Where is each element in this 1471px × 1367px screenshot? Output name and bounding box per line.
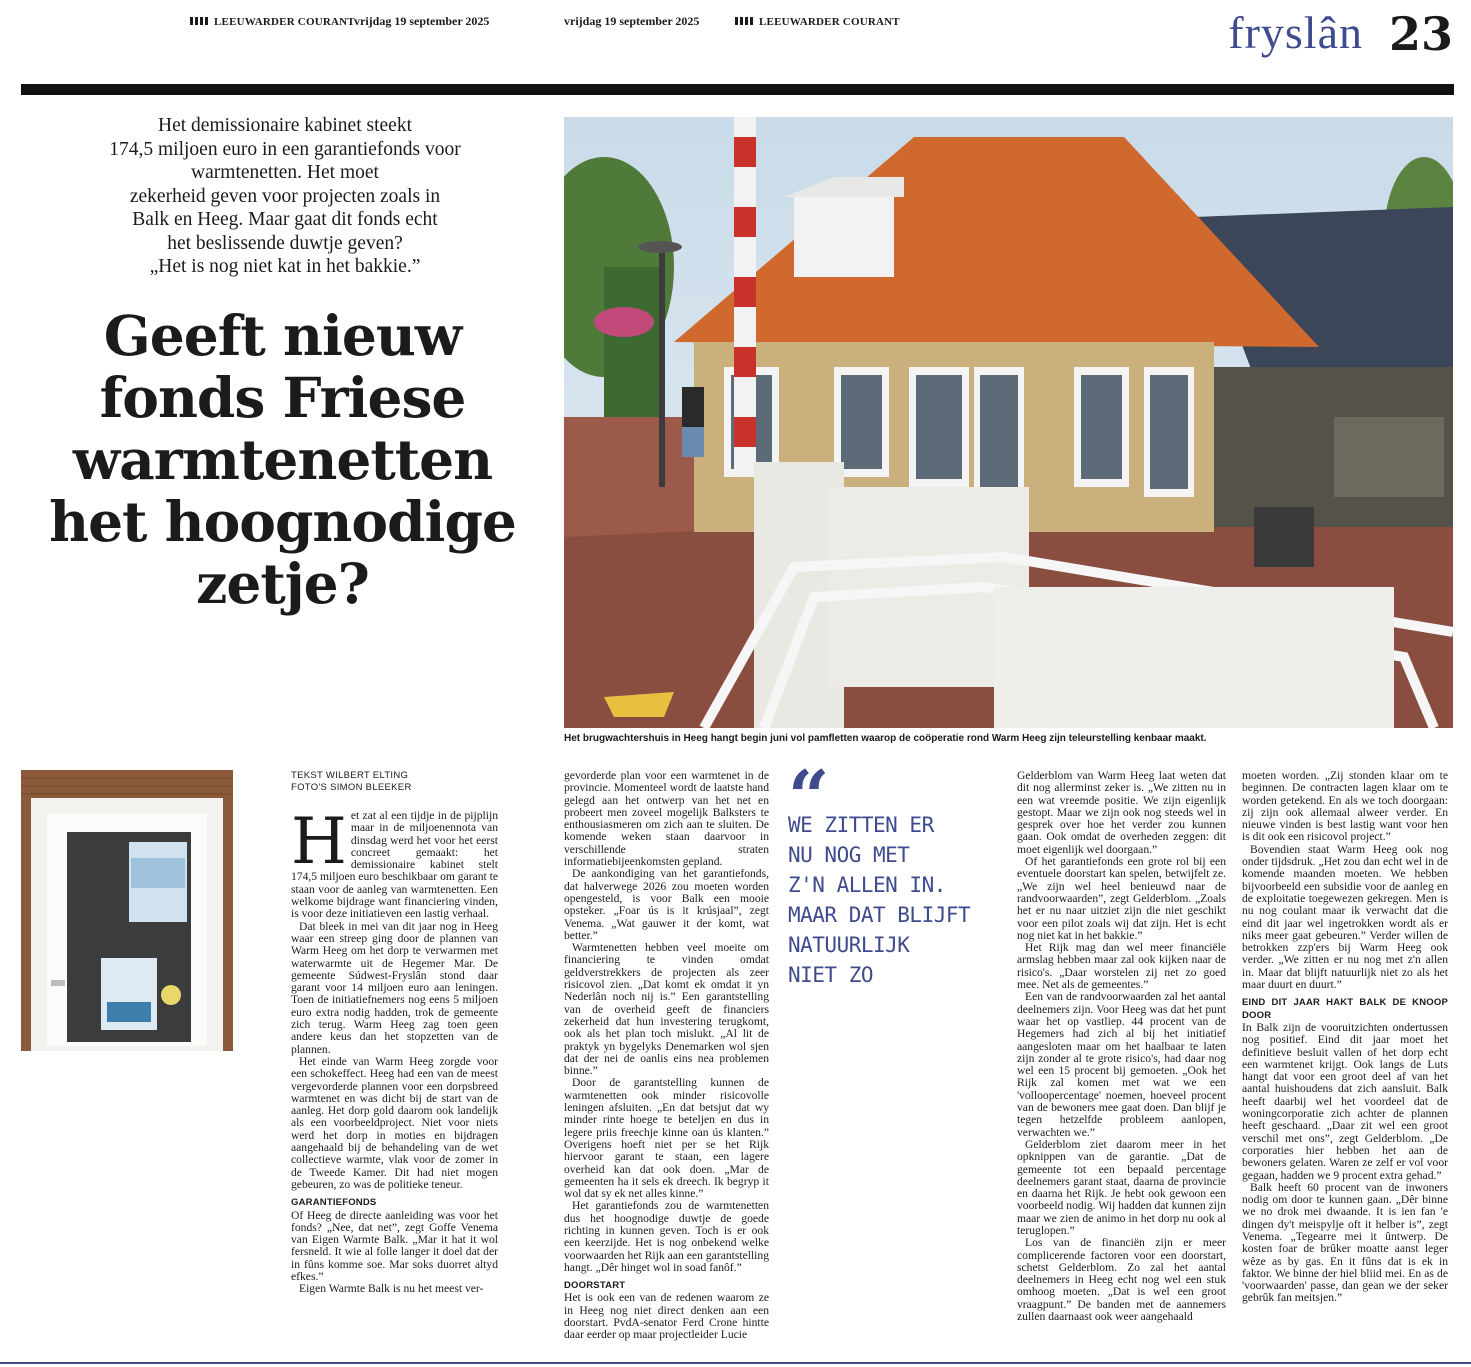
paper-name: LEEUWARDER COURANT [214, 16, 355, 28]
logo-bars-icon [735, 17, 755, 25]
paragraph: et zat al een tijdje in de pijplijn maar in de miljoenennota van dinsdag werd het voor het eerst concreet gemaakt: het demissionaire kabinet stelt 174,5 miljoen euro beschikbaar om garant te staan voor de aanleg van warmtenetten. Een welkome bijdrage want financiering vinden, is voor deze initiatieven een lastig verhaal. [291, 809, 499, 921]
paragraph: De aankondiging van het garantiefonds, dat halverwege 2026 zou moeten worden opengesteld, is voor Balk een mooie opsteker. „Foar ús is it krúsjaal”, zegt Venema. „Wat gauwer it der komt, wat better.” [564, 867, 769, 942]
quote-line: NU NOG MET [788, 843, 910, 867]
quote-text [788, 810, 988, 990]
article-column-4 [1242, 770, 1448, 1305]
subheading: GARANTIEFONDS [291, 1197, 377, 1209]
headline-line: warmtenetten [72, 427, 493, 492]
paragraph: Een van de randvoorwaarden zal het aantal deelnemers zijn. Voor Heeg was dat het punt waar het op vastliep. 44 procent van de Hegemers had zich al bij het initiatief aangesloten maar om het haalbaar te laten zijn zonder al te grote risico's, had daar nog wel een 15 procent bij gemoeten. „Ook het Rijk zal komen met wat we een 'volloopercentage' noemen, hoeveel procent van de bewoners mee gaat doen. Dan blijf je tegen hetzelfde probleem aanlopen, verwachten we.” [1017, 990, 1226, 1139]
quote-line: Z'N ALLEN IN. [788, 873, 946, 897]
credits [291, 770, 498, 794]
paragraph: Dat bleek in mei van dit jaar nog in Heeg waar een streep ging door de plannen van Warm Heeg om het dorp te verwarmen met waterwarmte uit de Hegemer Mar. De gemeente Súdwest-Fryslân stond daar garant voor 14 miljoen euro aan leningen. Toen de initiatiefnemers nog eens 5 miljoen euro extra nodig hadden, trok de gemeente zich terug. Warm Heeg zag toen geen andere keus dan het stopzetten van de plannen. [291, 919, 498, 1056]
headline-line: zetje? [196, 551, 369, 616]
paragraph: Het is ook een van de redenen waarom ze in Heeg nog niet direct denken aan een doorstart. PvdA-senator Ferd Crone hintte daar eerder op maar projectleider Lucie [564, 1291, 769, 1342]
intro-line: warmtenetten. Het moet [191, 162, 379, 183]
section-title: fryslân [1228, 7, 1363, 58]
paragraph: Balk heeft 60 procent van de inwoners nodig om door te kunnen gaan. „Dêr binne we no drok mei dwaande. It is ien fan 'e dingen dy't meispylje oft it helber is”, zegt Venema. „Tegearre mei it ûntwerp. De kosten foar de brûker moatte aanst leger wêze as by gas. En it fûns dat is ek in faktor. We binne der hiel bliid mei. En as de 'voorwaarden' passe, dan gean we der seker gebrûk fan meitsjen.” [1242, 1180, 1448, 1305]
headline-line: fonds Friese [99, 365, 466, 430]
paragraph: Gelderblom van Warm Heeg laat weten dat dit nog allerminst zeker is. „We zitten nu in een wat vreemde positie. We zijn eigenlijk gestopt. Maar we zijn ook nog steeds wel in gesprek over hoe het verder zou kunnen gaan. Ook omdat de overheden zeggen: dit moet eigenlijk wel doorgaan.” [1017, 769, 1226, 856]
headline-line: het hoognodige [49, 489, 516, 554]
paragraph: Bovendien staat Warm Heeg ook nog onder tijdsdruk. „Het zou dan echt wel in de komende maanden moeten. We hebben bijvoorbeeld een subsidie voor de aanleg en de exploitatie toegewezen gekregen. Men is nu nog coulant maar ik verwacht dat die eind dit jaar wel ingetrokken wordt als er niks meer gaat gebeuren.” Verder willen de betrokken zzp'ers bij Warm Heeg ook verder. „We zitten er nu nog met z'n allen in. Maar dat blijft natuurlijk niet zo als het maar duurt en duurt.” [1242, 842, 1448, 992]
intro-line: het beslissende duwtje geven? [167, 232, 403, 254]
bottom-rule [0, 1362, 1471, 1364]
paragraph: Los van de financiën zijn er meer complicerende factoren voor een doorstart, schetst Gelderblom. Zo zal het aantal deelnemers in Heeg echt nog wel een stuk omhoog moeten. „Dat is wel een groot vraagpunt.” De banden met de aannemers zullen daarnaast ook weer aangehaald [1017, 1236, 1226, 1324]
paragraph: In Balk zijn de vooruitzichten ondertussen nog positief. Eind dit jaar moet het definitieve besluit vallen of het dorp echt een warmtenet krijgt. Ook langs de Luts hangt dat voor een groot deel af van het aantal huishoudens dat zich aansluit. Balk heeft daarbij wel het voordeel dat de woningcorporatie zich achter de plannen heeft geschaard. „Daar zit wel een groot verschil met ons”, zegt Gelderblom. „De corporaties hier hebben het aan de bewoners gelaten. Waren ze zelf er vol voor gegaan, hadden we 9 procent extra gehad.” [1242, 1020, 1448, 1182]
drop-cap: H [291, 805, 347, 879]
header-date-left: vrijdag 19 september 2025 [354, 14, 490, 28]
header-rule [21, 84, 1454, 95]
masthead-left [190, 14, 355, 29]
logo-bars-icon [190, 17, 210, 25]
bridge-house-illustration [564, 117, 1453, 728]
subheading: EIND DIT JAAR HAKT BALK DE KNOOP DOOR [1242, 997, 1448, 1021]
pull-quote [788, 754, 988, 990]
page-number: 23 [1388, 7, 1453, 61]
paper-name: LEEUWARDER COURANT [759, 16, 900, 28]
paragraph: Of Heeg de directe aanleiding was voor het fonds? „Nee, dat net”, zegt Goffe Venema van Eigen Warmte Balk. „Mar it hat it wol fersneld. It wie al folle langer it doel dat der in fûns komme soe. Mar soks duorret altyd efkes.” [291, 1208, 498, 1283]
quote-line: WE ZITTEN ER [788, 813, 934, 837]
masthead-center [735, 14, 900, 29]
photo-caption: Het brugwachtershuis in Heeg hangt begin juni vol pamfletten waarop de coöperatie rond Warm Heeg zijn teleurstelling kenbaar maakt. [564, 733, 1207, 744]
credit-text: TEKST WILBERT ELTING [291, 770, 409, 781]
paragraph: gevorderde plan voor een warmtenet in de provincie. Momenteel wordt de laatste hand gelegd aan het ontwerp van het net en probeert men zoveel mogelijk Balksters te enthousiasmeren om zich aan te sluiten. De komende weken staan daarvoor in verschillende straten informatiebijeenkomsten gepland. [564, 769, 769, 869]
door-photo [21, 770, 233, 1051]
subheading: DOORSTART [564, 1280, 626, 1292]
door-illustration [21, 770, 233, 1051]
headline [20, 305, 545, 615]
article-column-3 [1017, 770, 1226, 1323]
quote-mark-icon: “ [788, 754, 830, 839]
credit-photo: FOTO'S SIMON BLEEKER [291, 782, 412, 793]
intro-line: „Het is nog niet kat in het bakkie.” [149, 256, 421, 277]
intro [40, 114, 530, 279]
headline-line: Geeft nieuw [103, 303, 462, 368]
quote-line: NATUURLIJK [788, 933, 910, 957]
paragraph: Door de garantstelling kunnen de warmtenetten ook minder risicovolle leningen afsluiten. „En dat betsjut dat wy minder rinte hoege te beteljen en dus in legere priis freechje kinne oan ús klanten.” Overigens hoeft niet per se het Rijk hiervoor garant te staan, een lagere overheid kan dat ook doen. „Mar de gemeenten ha it sels ek dreech. Ik begryp it wol dat sy ek net alles kinne.” [564, 1076, 769, 1201]
intro-line: 174,5 miljoen euro in een garantiefonds voor [109, 138, 461, 160]
paragraph: Het Rijk mag dan wel meer financiële armslag hebben maar zal ook kijken naar de risico's. „Daar worstelen zij net zo goed mee. Net als de gemeentes.” [1017, 941, 1226, 992]
main-photo [564, 117, 1453, 728]
paragraph: Warmtenetten hebben veel moeite om financiering te vinden omdat geldverstrekkers de projecten als zeer risicovol zien. „Dat komt ek omdat it yn Nederlân noch nij is.” Een garantstelling van de overheid geeft de financiers zekerheid dat hun investering terugkomt, ook als het plan toch mislukt. „Al lit de praktyk yn bygelyks Denemarken wol sjen dat der nei de oanlis eins nea problemen binne.” [564, 941, 769, 1078]
article-column-2 [564, 770, 769, 1342]
quote-line: NIET ZO [788, 963, 874, 987]
article-column-1 [291, 770, 498, 1296]
paragraph: Gelderblom ziet daarom meer in het opknippen van de garantie. „Dat de gemeente tot een bepaald percentage deelnemers garant staat, daarna de provincie en daarna het Rijk. Je hebt ook gewoon een voorbeeld nodig. Wij hadden dat kunnen zijn maar we zien de animo in het dorp nu ook al teruglopen.” [1017, 1137, 1226, 1237]
intro-line: Balk en Heeg. Maar gaat dit fonds echt [132, 209, 438, 230]
intro-line: zekerheid geven voor projecten zoals in [129, 185, 441, 207]
paragraph: Eigen Warmte Balk is nu het meest ver- [299, 1282, 484, 1296]
quote-line: MAAR DAT BLIJFT [788, 903, 971, 927]
paragraph: Het garantiefonds zou de warmtenetten dus het hoognodige duwtje de goede richting in kunnen geven. Toch is er ook een keerzijde. Het is nog onbekend welke voorwaarden het Rijk aan een garantstelling hangt. „Dêr hinget wol in soad fanôf.” [564, 1199, 769, 1274]
intro-line: Het demissionaire kabinet steekt [158, 115, 412, 136]
paragraph: Of het garantiefonds een grote rol bij een eventuele doorstart kan spelen, betwijfelt ze. „We zijn wel heel benieuwd naar de randvoorwaarden”, zegt Gelderblom. „Zoals het er nu naar uitziet zijn die niet geschikt voor een pilot zoals wij dat zijn. Het is echt nog niet kat in het bakkie.” [1017, 855, 1226, 942]
header-date-center: vrijdag 19 september 2025 [564, 14, 700, 28]
paragraph: moeten worden. „Zij stonden klaar om te beginnen. De contracten lagen klaar om te worden getekend. En als we toch doorgaan: zij zijn ook allemaal alweer verder. En nieuwe vinden is best lastig want voor hen is dit ook een risicovol project.” [1242, 769, 1448, 844]
paragraph: Het einde van Warm Heeg zorgde voor een schokeffect. Heeg had een van de meest vergevorderde plannen voor een dorpsbreed warmtenet en was dicht bij de start van de aanleg. Het dorp gold daarom ook landelijk als een voorbeeldproject. Niet voor niets werd het dorp in moties en bijdragen aangehaald bij de behandeling van de wet collectieve warmte, vlak voor de zomer in de Tweede Kamer. Dit had niet mogen gebeuren, zo was de politieke teneur. [291, 1054, 498, 1191]
